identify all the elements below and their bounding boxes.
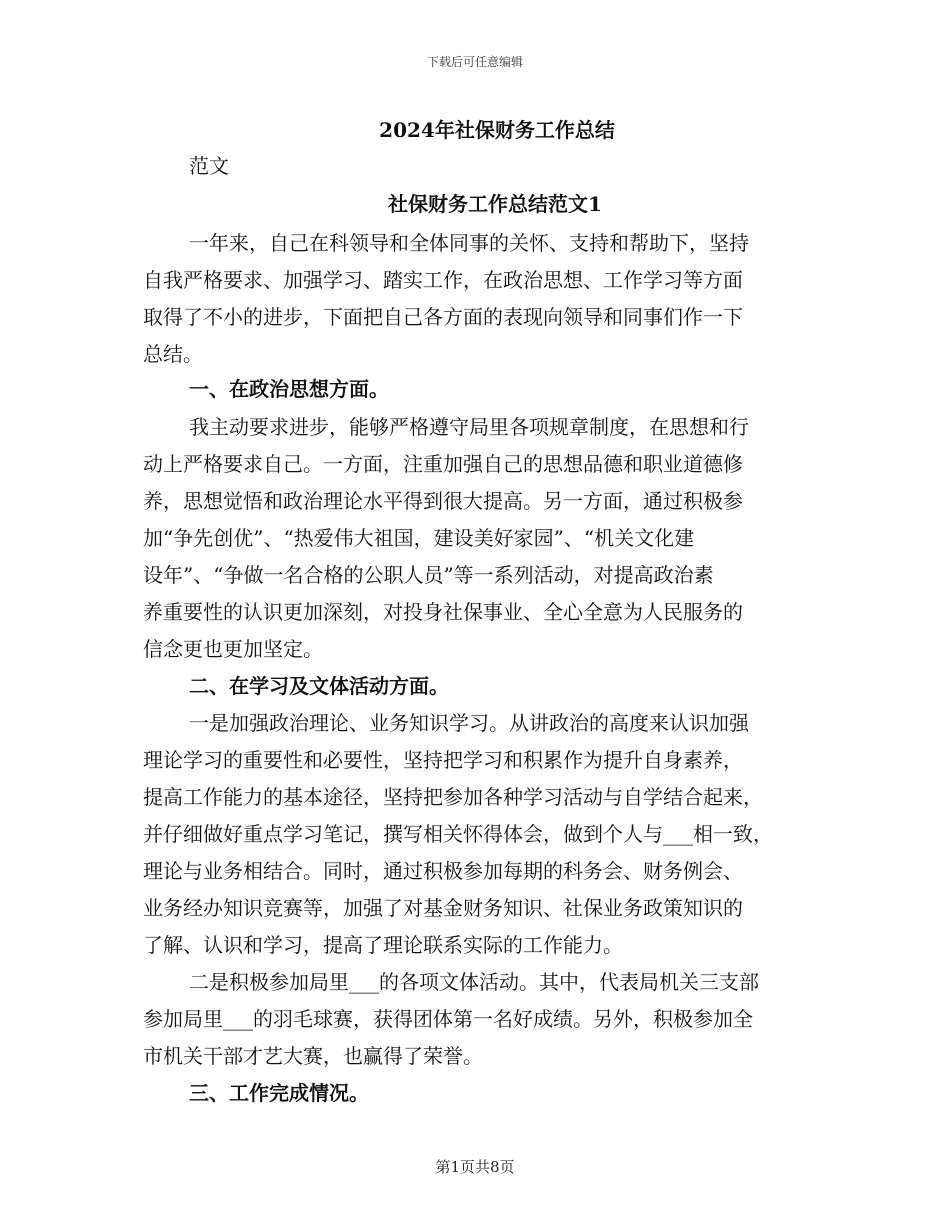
paragraph-line: 业务经办知识竞赛等，加强了对基金财务知识、社保业务政策知识的 [143,896,743,920]
paragraph-line: 总结。 [143,342,203,366]
paragraph-line: 一年来，自己在科领导和全体同事的关怀、支持和帮助下，坚持 [189,231,749,255]
subheading-work: 三、工作完成情况。 [189,1081,369,1105]
page-footer-number: 第1页共8页 [435,1158,515,1176]
paragraph-line: 市机关干部才艺大赛，也赢得了荣誉。 [143,1044,483,1068]
paragraph-line: 一是加强政治理论、业务知识学习。从讲政治的高度来认识加强 [189,711,749,735]
paragraph-line: 加“争先创优”、“热爱伟大祖国，建设美好家园”、“机关文化建 [143,526,695,550]
subheading-study: 二、在学习及文体活动方面。 [189,674,449,698]
paragraph-line: 理论与业务相结合。同时，通过积极参加每期的科务会、财务例会、 [143,859,743,883]
paragraph-line: 理论学习的重要性和必要性，坚持把学习和积累作为提升自身素养， [143,748,743,772]
paragraph-line: 养重要性的认识更加深刻，对投身社保事业、全心全意为人民服务的 [143,600,743,624]
paragraph-line: 动上严格要求自己。一方面，注重加强自己的思想品德和职业道德修 [143,452,743,476]
paragraph-line: 并仔细做好重点学习笔记，撰写相关怀得体会，做到个人与___相一致， [143,822,773,846]
paragraph-line: 养，思想觉悟和政治理论水平得到很大提高。另一方面，通过积极参 [143,489,743,513]
document-subtitle: 范文 [189,154,229,178]
section-heading: 社保财务工作总结范文1 [388,192,602,216]
paragraph-line: 我主动要求进步，能够严格遵守局里各项规章制度，在思想和行 [189,415,749,439]
paragraph-line: 提高工作能力的基本途径，坚持把参加各种学习活动与自学结合起来， [143,785,763,809]
paragraph-line: 取得了不小的进步，下面把自己各方面的表现向领导和同事们作一下 [143,305,743,329]
paragraph-line: 设年”、“争做一名合格的公职人员”等一系列活动，对提高政治素 [143,563,714,587]
paragraph-line: 参加局里___的羽毛球赛，获得团体第一名好成绩。另外，积极参加全 [143,1007,753,1031]
paragraph-line: 自我严格要求、加强学习、踏实工作，在政治思想、工作学习等方面 [143,268,743,292]
paragraph-line: 二是积极参加局里___的各项文体活动。其中，代表局机关三支部 [189,970,759,994]
subheading-politics: 一、在政治思想方面。 [189,377,389,401]
document-title: 2024年社保财务工作总结 [379,118,615,142]
paragraph-line: 信念更也更加坚定。 [143,637,323,661]
page-header-note: 下载后可任意编辑 [426,55,523,69]
paragraph-line: 了解、认识和学习，提高了理论联系实际的工作能力。 [143,933,623,957]
